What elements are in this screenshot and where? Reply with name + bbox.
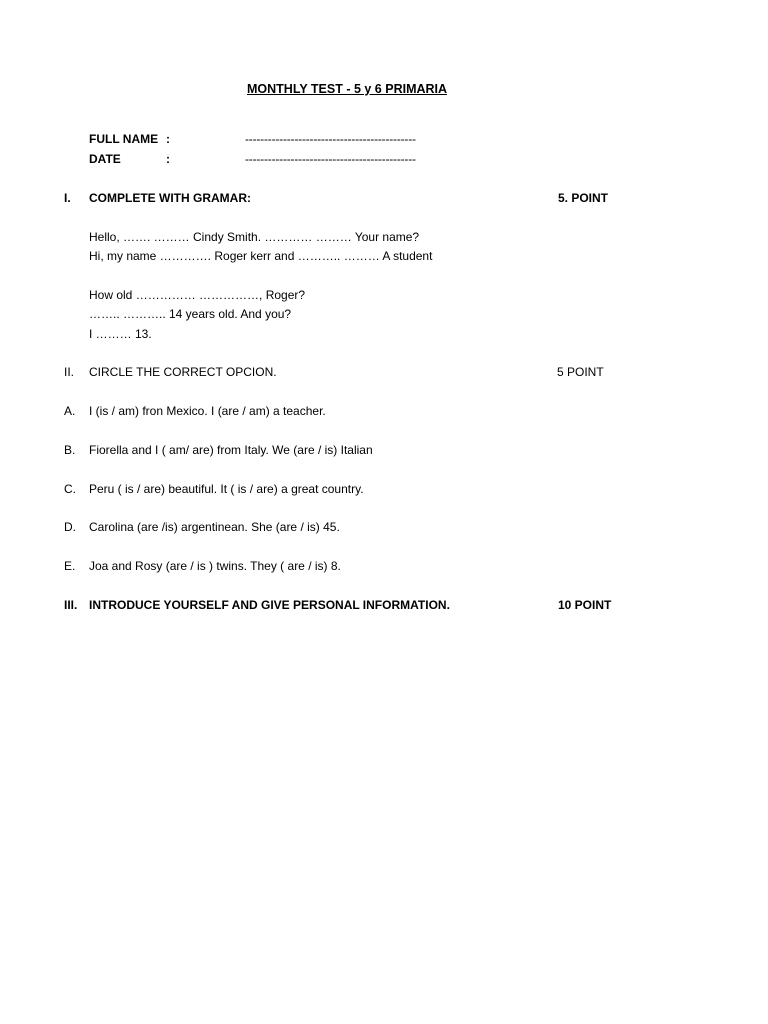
page-title: MONTHLY TEST - 5 y 6 PRIMARIA — [247, 82, 448, 96]
section3-number: III. — [64, 598, 78, 612]
section3-heading: INTRODUCE YOURSELF AND GIVE PERSONAL INFORMATION. — [89, 598, 450, 612]
item-d-letter: D. — [64, 520, 76, 534]
full-name-label: FULL NAME — [89, 132, 159, 146]
item-e-letter: E. — [64, 559, 76, 573]
item-d-text: Carolina (are /is) argentinean. She (are / is) 45. — [89, 520, 340, 534]
section1-heading: COMPLETE WITH GRAMAR: — [89, 191, 251, 205]
item-c-letter: C. — [64, 482, 76, 496]
item-a-letter: A. — [64, 404, 76, 418]
item-b-text: Fiorella and I ( am/ are) from Italy. We (are / is) Italian — [89, 443, 373, 457]
section1-points: 5. POINT — [558, 191, 609, 205]
section3-points: 10 POINT — [558, 598, 612, 612]
date-colon: : — [166, 152, 170, 166]
section2-heading: CIRCLE THE CORRECT OPCION. — [89, 365, 277, 379]
section1-line-3: How old …………… ……………, Roger? — [89, 288, 306, 302]
section1-number: I. — [64, 191, 71, 205]
date-blank: --------------------------------------------- — [245, 152, 416, 166]
section1-line-5: I ……… 13. — [89, 327, 152, 341]
section1-line-2: Hi, my name …………. Roger kerr and ……….. ……… A student — [89, 249, 433, 263]
full-name-colon: : — [166, 132, 170, 146]
item-a-text: I (is / am) fron Mexico. I (are / am) a teacher. — [89, 404, 326, 418]
date-label: DATE — [89, 152, 121, 166]
section1-line-1: Hello, ……. ……… Cindy Smith. ………… ……… Your name? — [89, 230, 420, 244]
section2-number: II. — [64, 365, 75, 379]
item-b-letter: B. — [64, 443, 76, 457]
section1-line-4: …….. ……….. 14 years old. And you? — [89, 307, 292, 321]
item-c-text: Peru ( is / are) beautiful. It ( is / are) a great country. — [89, 482, 364, 496]
section2-points: 5 POINT — [557, 365, 604, 379]
item-e-text: Joa and Rosy (are / is ) twins. They ( are / is) 8. — [89, 559, 341, 573]
full-name-blank: --------------------------------------------- — [245, 132, 416, 146]
